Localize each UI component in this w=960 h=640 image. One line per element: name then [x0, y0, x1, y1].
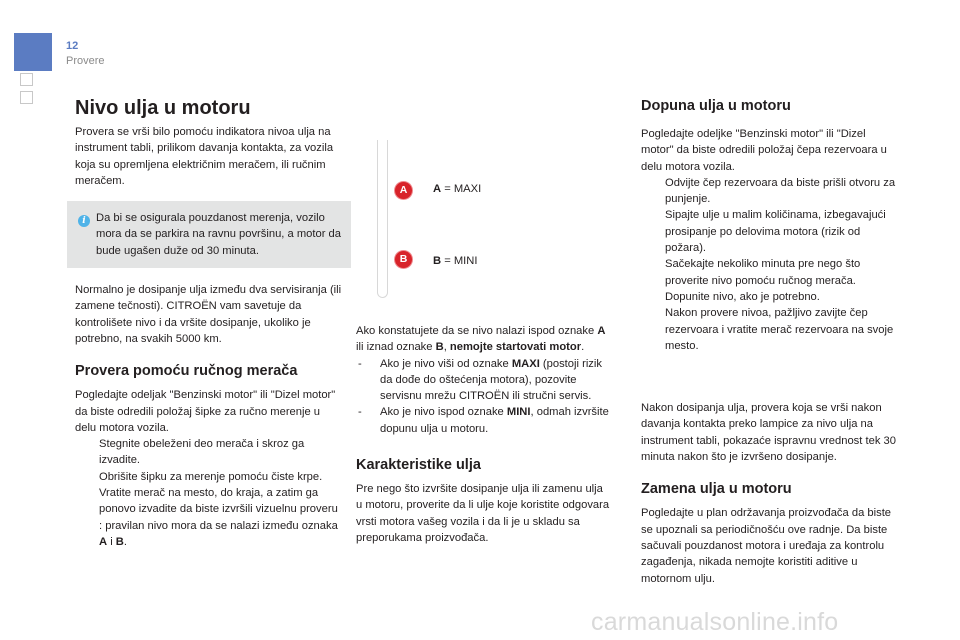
manual-intro: Pogledajte odeljak "Benzinski motor" ili "Dizel motor" da biste odredili položaj šipke za ručno merenje u delu motora vozila. [75, 389, 336, 434]
min-label: B = MINI [433, 255, 478, 267]
manual-steps-list [75, 436, 343, 550]
list-item: - Ako je nivo ispod oznake MINI, odmah izvršite dopunu ulja u motoru. [358, 406, 609, 435]
manual-check-heading: Provera pomoću ručnog merača [75, 363, 298, 380]
oil-change-heading: Zamena ulja u motoru [641, 481, 792, 498]
column-right [641, 93, 901, 587]
section-name: Provere [66, 55, 105, 67]
list-item: Obrišite šipku za merenje pomoću čiste krpe. [99, 470, 323, 483]
watermark: carmanualsonline.info [591, 608, 839, 636]
max-label: A = MAXI [433, 183, 482, 195]
section-color-tab [14, 33, 52, 71]
oil-specs-text: Pre nego što izvršite dosipanje ulja ili zamenu ulja u motoru, proverite da li ulje koje koristite odgovara vrsti motora vašeg vozila i da li je u skladu sa preporukama proizvođača. [356, 483, 610, 544]
list-item: Nakon provere nivoa, pažljivo zavijte čep rezervoara i vratite merač rezervoara na svoje mesto. [665, 307, 894, 352]
list-item: Odvijte čep rezervoara da biste prišli otvoru za punjenje. [665, 176, 896, 206]
badge-b-min: B [395, 251, 412, 268]
column-middle [356, 323, 612, 546]
list-item: Stegnite obeleženi deo merača i skroz ga izvadite. [99, 438, 305, 467]
list-item: - Ako je nivo viši od oznake MAXI (postoji rizik da dođe do oštećenja motora), pozovite servisnu mrežu CITROËN ili stručni servis. [358, 357, 602, 403]
list-item: Sipajte ulje u malim količinama, izbegavajući prosipanje po delovima motora (rizik od požara). [665, 209, 886, 255]
dipstick-illustration [368, 140, 398, 300]
thumb-square-2 [20, 91, 33, 104]
level-warning: Ako konstatujete da se nivo nalazi ispod oznake A ili iznad oznake B, nemojte startovati motor. [356, 325, 606, 354]
column-left [75, 93, 343, 550]
after-topup-paragraph: Nakon dosipanja ulja, provera koja se vrši nakon davanja kontakta preko lampice za nivo ulja na instrument tabli, pokazaće ispravnu vrednost tek 30 minuta nakon što je izvršeno dosipanje. [641, 402, 896, 464]
topup-steps-list [641, 175, 901, 354]
info-note-text: Da bi se osigurala pouzdanost merenja, vozilo mora da se parkira na ravnu površinu, a motor da bude ugašen duže od 30 minuta. [96, 212, 342, 257]
level-dash-list [356, 356, 612, 437]
oil-change-text: Pogledajte u plan održavanja proizvođača da biste se upoznali sa periodičnošću ove radnje. Da biste sačuvali pouzdanost motora i uređaja za kontrolu zagađenja, nikada nemojte koristiti aditive u motornom ulju. [641, 507, 892, 585]
thumb-square-1 [20, 73, 33, 86]
topup-heading: Dopuna ulja u motoru [641, 98, 791, 114]
list-item: Sačekajte nekoliko minuta pre nego što proverite nivo pomoću ručnog merača. [665, 258, 861, 287]
info-note [67, 201, 351, 268]
oil-specs-heading: Karakteristike ulja [356, 457, 481, 474]
page-number: 12 [66, 40, 79, 52]
list-item: Vratite merač na mesto, do kraja, a zatim ga ponovo izvadite da biste izvršili vizuelnu proveru : pravilan nivo mora da se nalazi između oznaka A i B. [99, 487, 338, 548]
page-title: Nivo ulja u motoru [75, 97, 251, 119]
dipstick-rod [377, 140, 388, 298]
badge-a-max: A [395, 182, 412, 199]
info-icon: i [78, 215, 90, 227]
service-paragraph: Normalno je dosipanje ulja između dva servisiranja (ili zamene tečnosti). CITROËN vam savetuje da kontrolišete nivo i da vršite dosipanje, ukoliko je potrebno, na svakih 5000 km. [75, 284, 342, 345]
topup-intro: Pogledajte odeljke "Benzinski motor" ili "Dizel motor" da biste odredili položaj čepa rezervoara u delu motora vozila. [641, 128, 887, 173]
intro-paragraph: Provera se vrši bilo pomoću indikatora nivoa ulja na instrument tabli, prilikom davanja kontakta, za vozila koja su opremljena električnim meračem, ili ručnim meračem. [75, 126, 334, 187]
list-item: Dopunite nivo, ako je potrebno. [665, 290, 820, 303]
